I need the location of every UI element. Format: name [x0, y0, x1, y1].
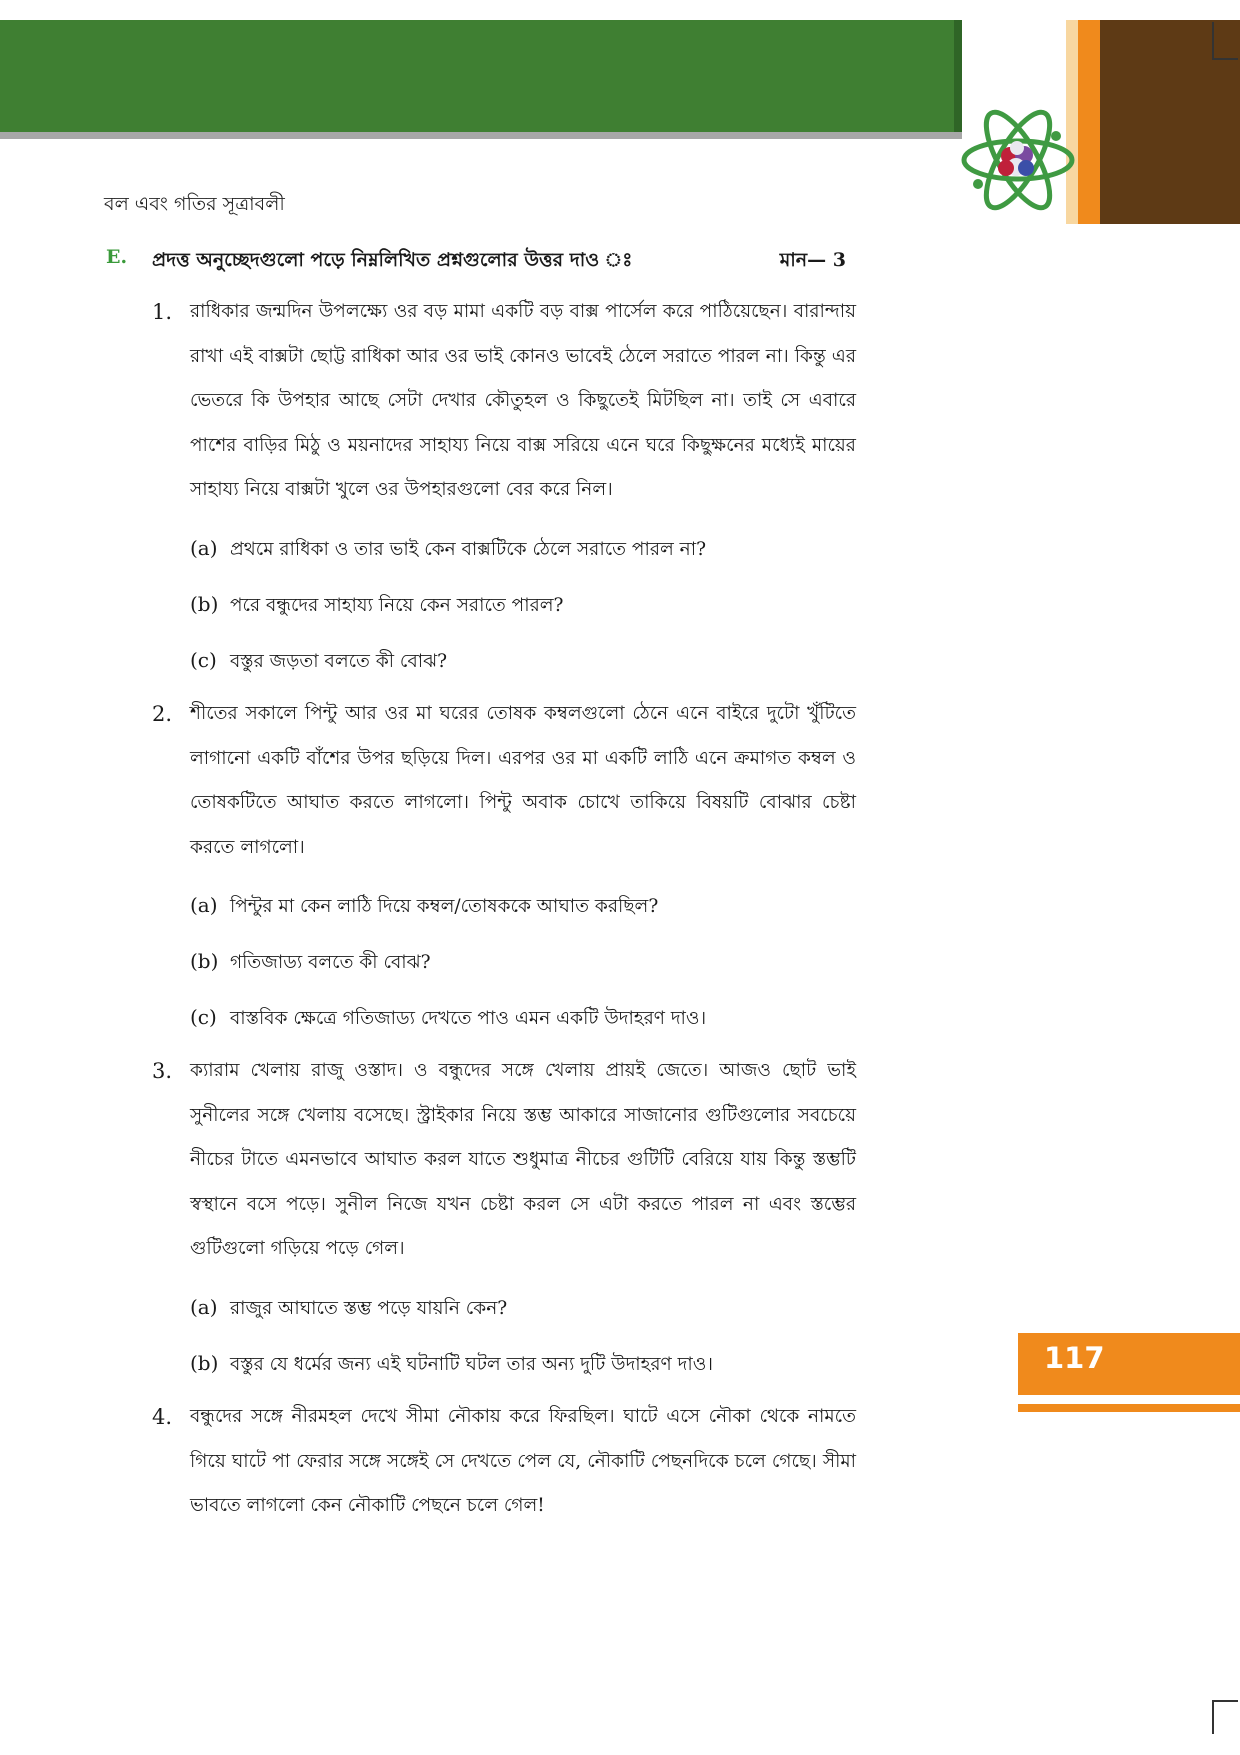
sub-question-text: পিন্টুর মা কেন লাঠি দিয়ে কম্বল/তোষককে আঘাত করছিল? [230, 896, 659, 917]
question-number: 3. [152, 1059, 173, 1083]
atom-icon [960, 102, 1076, 218]
page-number: 117 [1044, 1341, 1105, 1375]
sub-question-label: (b) [190, 1351, 219, 1375]
chapter-title: বল এবং গতির সূত্রাবলী [104, 193, 285, 215]
sub-question-label: (a) [190, 893, 218, 917]
question-number: 2. [152, 702, 173, 726]
sub-question [190, 647, 447, 678]
sub-question [190, 591, 563, 622]
sub-question-label: (b) [190, 949, 219, 973]
section-heading [106, 246, 846, 276]
question-paragraph: শীতের সকালে পিন্টু আর ওর মা ঘরের তোষক কম্বলগুলো ঠেনে এনে বাইরে দুটো খুঁটিতে লাগানো একটি বাঁশের উপর ছড়িয়ে দিল। এরপর ওর মা একটি লাঠি এনে ক্রমাগত কম্বল ও তোষকটিতে আঘাত করতে লাগলো। পিন্টু অবাক চোখে তাকিয়ে বিষয়টি বোঝার চেষ্টা করতে লাগলো। [190, 703, 856, 858]
side-bar-brown [1100, 20, 1240, 224]
sub-question-label: (c) [190, 648, 217, 672]
sub-question [190, 892, 658, 923]
sub-question-text: বস্তুর যে ধর্মের জন্য এই ঘটনাটি ঘটল তার অন্য দুটি উদাহরণ দাও। [230, 1354, 713, 1375]
page-number-rule [1018, 1404, 1240, 1412]
crop-mark [1212, 58, 1238, 60]
sub-question-text: বস্তুর জড়তা বলতে কী বোঝ? [230, 651, 448, 672]
sub-question-text: পরে বন্ধুদের সাহায্য নিয়ে কেন সরাতে পারল? [230, 595, 564, 616]
sub-question [190, 948, 431, 979]
crop-mark [1212, 1700, 1238, 1702]
question-number: 1. [152, 300, 173, 324]
question-paragraph: বন্ধুদের সঙ্গে নীরমহল দেখে সীমা নৌকায় করে ফিরছিল। ঘাটে এসে নৌকা থেকে নামতে গিয়ে ঘাটে পা ফেরার সঙ্গে সঙ্গেই সে দেখতে পেল যে, নৌকাটি পেছনদিকে চলে গেছে। সীমা ভাবতে লাগলো কেন নৌকাটি পেছনে চলে গেল! [190, 1406, 856, 1516]
side-bar-orange [1078, 20, 1100, 224]
crop-mark [1212, 22, 1214, 58]
header-grey-rule [0, 132, 962, 139]
sub-question-text: গতিজাড্য বলতে কী বোঝ? [230, 952, 431, 973]
sub-question-label: (a) [190, 536, 218, 560]
question-paragraph: ক্যারাম খেলায় রাজু ওস্তাদ। ও বন্ধুদের সঙ্গে খেলায় প্রায়ই জেতে। আজও ছোট ভাই সুনীলের সঙ্গে খেলায় বসেছে। স্ট্রাইকার নিয়ে স্তম্ভ আকারে সাজানোর গুটিগুলোর সবচেয়ে নীচের টাতে এমনভাবে আঘাত করল যাতে শুধুমাত্র নীচের গুটিটি বেরিয়ে যায় কিন্তু স্তম্ভটি স্বস্থানে বসে পড়ে। সুনীল নিজে যখন চেষ্টা করল সে এটা করতে পারল না এবং স্তম্ভের গুটিগুলো গড়িয়ে পড়ে গেল। [190, 1060, 856, 1259]
question-number: 4. [152, 1405, 173, 1429]
sub-question-label: (a) [190, 1295, 218, 1319]
sub-question [190, 1350, 713, 1381]
sub-question-label: (c) [190, 1005, 217, 1029]
section-marks: মান— 3 [779, 249, 846, 271]
header-green-banner [0, 20, 962, 132]
sub-question [190, 535, 706, 566]
crop-mark [1212, 1700, 1214, 1734]
sub-question [190, 1294, 507, 1325]
question-paragraph: রাধিকার জন্মদিন উপলক্ষ্যে ওর বড় মামা একটি বড় বাক্স পার্সেল করে পাঠিয়েছেন। বারান্দায় রাখা এই বাক্সটা ছোট্ট রাধিকা আর ওর ভাই কোনও ভাবেই ঠেলে সরাতে পারল না। কিন্তু এর ভেতরে কি উপহার আছে সেটা দেখার কৌতুহল ও কিছুতেই মিটছিল না। তাই সে এবারে পাশের বাড়ির মিঠু ও ময়নাদের সাহায্য নিয়ে বাক্স সরিয়ে এনে ঘরে কিছুক্ষনের মধ্যেই মায়ের সাহায্য নিয়ে বাক্সটা খুলে ওর উপহারগুলো বের করে নিল। [190, 301, 856, 500]
section-letter: E. [106, 246, 128, 268]
sub-question-text: প্রথমে রাধিকা ও তার ভাই কেন বাক্সটিকে ঠেলে সরাতে পারল না? [230, 539, 707, 560]
sub-question-label: (b) [190, 592, 219, 616]
section-instruction: প্রদত্ত অনুচ্ছেদগুলো পড়ে নিম্নলিখিত প্রশ্নগুলোর উত্তর দাও ঃ [152, 249, 633, 271]
sub-question-text: রাজুর আঘাতে স্তম্ভ পড়ে যায়নি কেন? [230, 1298, 508, 1319]
page-number-box [1018, 1333, 1240, 1395]
sub-question [190, 1004, 706, 1035]
sub-question-text: বাস্তবিক ক্ষেত্রে গতিজাড্য দেখতে পাও এমন একটি উদাহরণ দাও। [230, 1008, 707, 1029]
